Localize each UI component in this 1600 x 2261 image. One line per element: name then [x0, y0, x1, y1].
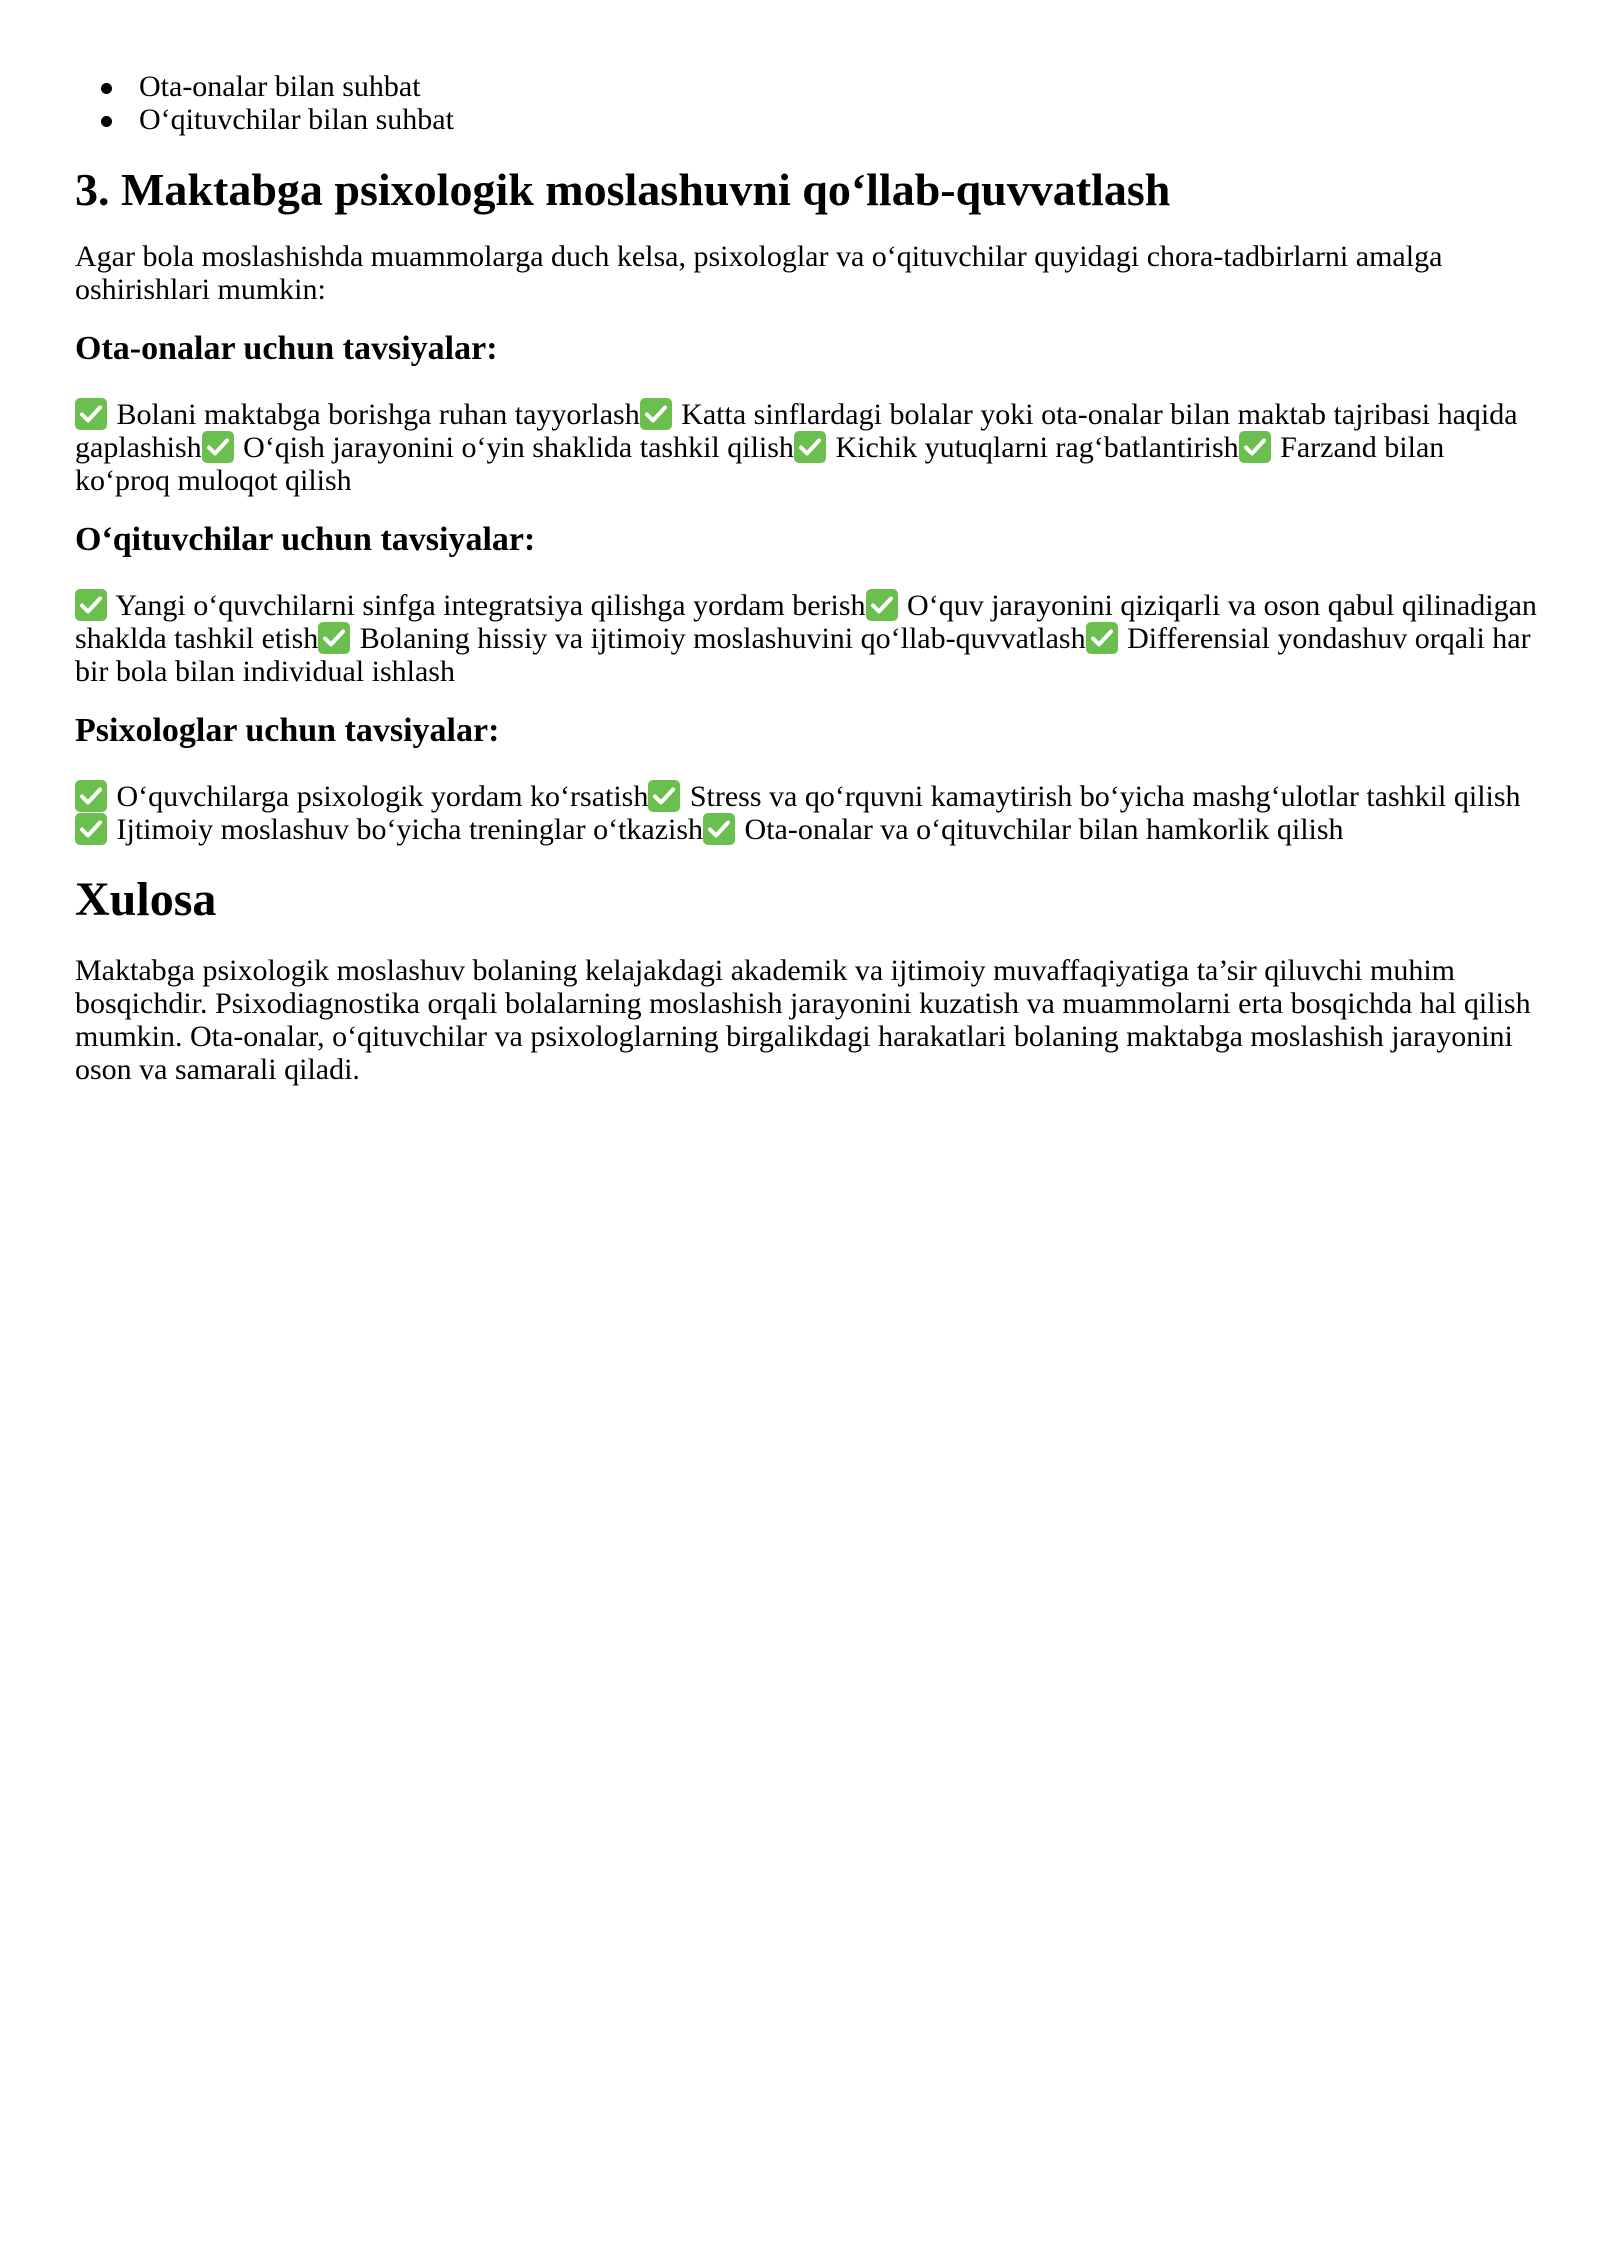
white-check-mark-icon	[866, 589, 898, 621]
recommendation-text: Ota-onalar va o‘qituvchilar bilan hamkorlik qilish	[737, 813, 1344, 846]
white-check-mark-icon	[75, 780, 107, 812]
teachers-recommendations-heading: O‘qituvchilar uchun tavsiyalar:	[75, 521, 536, 558]
recommendation-text: Katta sinflardagi bolalar yoki ota-onalar bilan maktab tajribasi haqida gaplashish	[75, 398, 1518, 464]
recommendation-text: Yangi o‘quvchilarni sinfga integratsiya qilishga yordam berish	[109, 589, 866, 622]
recommendation-text: O‘quv jarayonini qiziqarli va oson qabul qilinadigan shaklda tashkil etish	[75, 589, 1537, 655]
conclusion-text: Maktabga psixologik moslashuv bolaning kelajakdagi akademik va ijtimoiy muvaffaqiyatiga ta’sir qiluvchi muhim bosqichdir. Psixodiagnostika orqali bolalarning moslashish jarayonini kuzatish va muammolarni erta bosqichda hal qilish mumkin. Ota-onalar, o‘qituvchilar va psixologlarning birgalikdagi harakatlari bolaning maktabga moslashish jarayonini oson va samarali qiladi.	[75, 954, 1531, 1086]
white-check-mark-icon	[75, 813, 107, 845]
recommendation-text: O‘qish jarayonini o‘yin shaklida tashkil qilish	[235, 431, 794, 464]
recommendation-text: Farzand bilan ko‘proq muloqot qilish	[75, 431, 1445, 497]
white-check-mark-icon	[1239, 431, 1271, 463]
bullet-dot-icon	[101, 116, 112, 127]
interview-list	[75, 70, 1545, 136]
white-check-mark-icon	[1086, 622, 1118, 654]
white-check-mark-icon	[794, 431, 826, 463]
white-check-mark-icon	[318, 622, 350, 654]
recommendation-text: Stress va qo‘rquvni kamaytirish bo‘yicha mashg‘ulotlar tashkil qilish	[682, 780, 1521, 813]
white-check-mark-icon	[648, 780, 680, 812]
recommendation-text: O‘quvchilarga psixologik yordam ko‘rsatish	[109, 780, 649, 813]
psychologists-recommendations-heading: Psixologlar uchun tavsiyalar:	[75, 712, 500, 749]
white-check-mark-icon	[202, 431, 234, 463]
list-item	[75, 103, 1545, 136]
bullet-dot-icon	[101, 83, 112, 94]
section-heading: 3. Maktabga psixologik moslashuvni qo‘llab-quvvatlash	[75, 164, 1171, 215]
white-check-mark-icon	[75, 398, 107, 430]
list-item	[75, 70, 1545, 103]
recommendation-text: Differensial yondashuv orqali har bir bola bilan individual ishlash	[75, 622, 1531, 688]
conclusion-heading: Xulosa	[75, 873, 217, 926]
parents-recommendations-heading: Ota-onalar uchun tavsiyalar:	[75, 330, 498, 367]
list-item-text: Ota-onalar bilan suhbat	[139, 70, 421, 103]
white-check-mark-icon	[703, 813, 735, 845]
recommendation-text: Bolani maktabga borishga ruhan tayyorlash	[109, 398, 640, 431]
white-check-mark-icon	[75, 589, 107, 621]
teachers-recommendations	[75, 589, 1545, 688]
psychologists-recommendations	[75, 780, 1545, 846]
list-item-text: O‘qituvchilar bilan suhbat	[139, 103, 454, 136]
white-check-mark-icon	[640, 398, 672, 430]
parents-recommendations	[75, 398, 1545, 497]
recommendation-text: Ijtimoiy moslashuv bo‘yicha treninglar o‘tkazish	[109, 813, 704, 846]
section-intro: Agar bola moslashishda muammolarga duch kelsa, psixologlar va o‘qituvchilar quyidagi chora-tadbirlarni amalga oshirishlari mumkin:	[75, 240, 1443, 306]
document-page	[75, 70, 1545, 1086]
recommendation-text: Bolaning hissiy va ijtimoiy moslashuvini qo‘llab-quvvatlash	[352, 622, 1086, 655]
recommendation-text: Kichik yutuqlarni rag‘batlantirish	[827, 431, 1239, 464]
